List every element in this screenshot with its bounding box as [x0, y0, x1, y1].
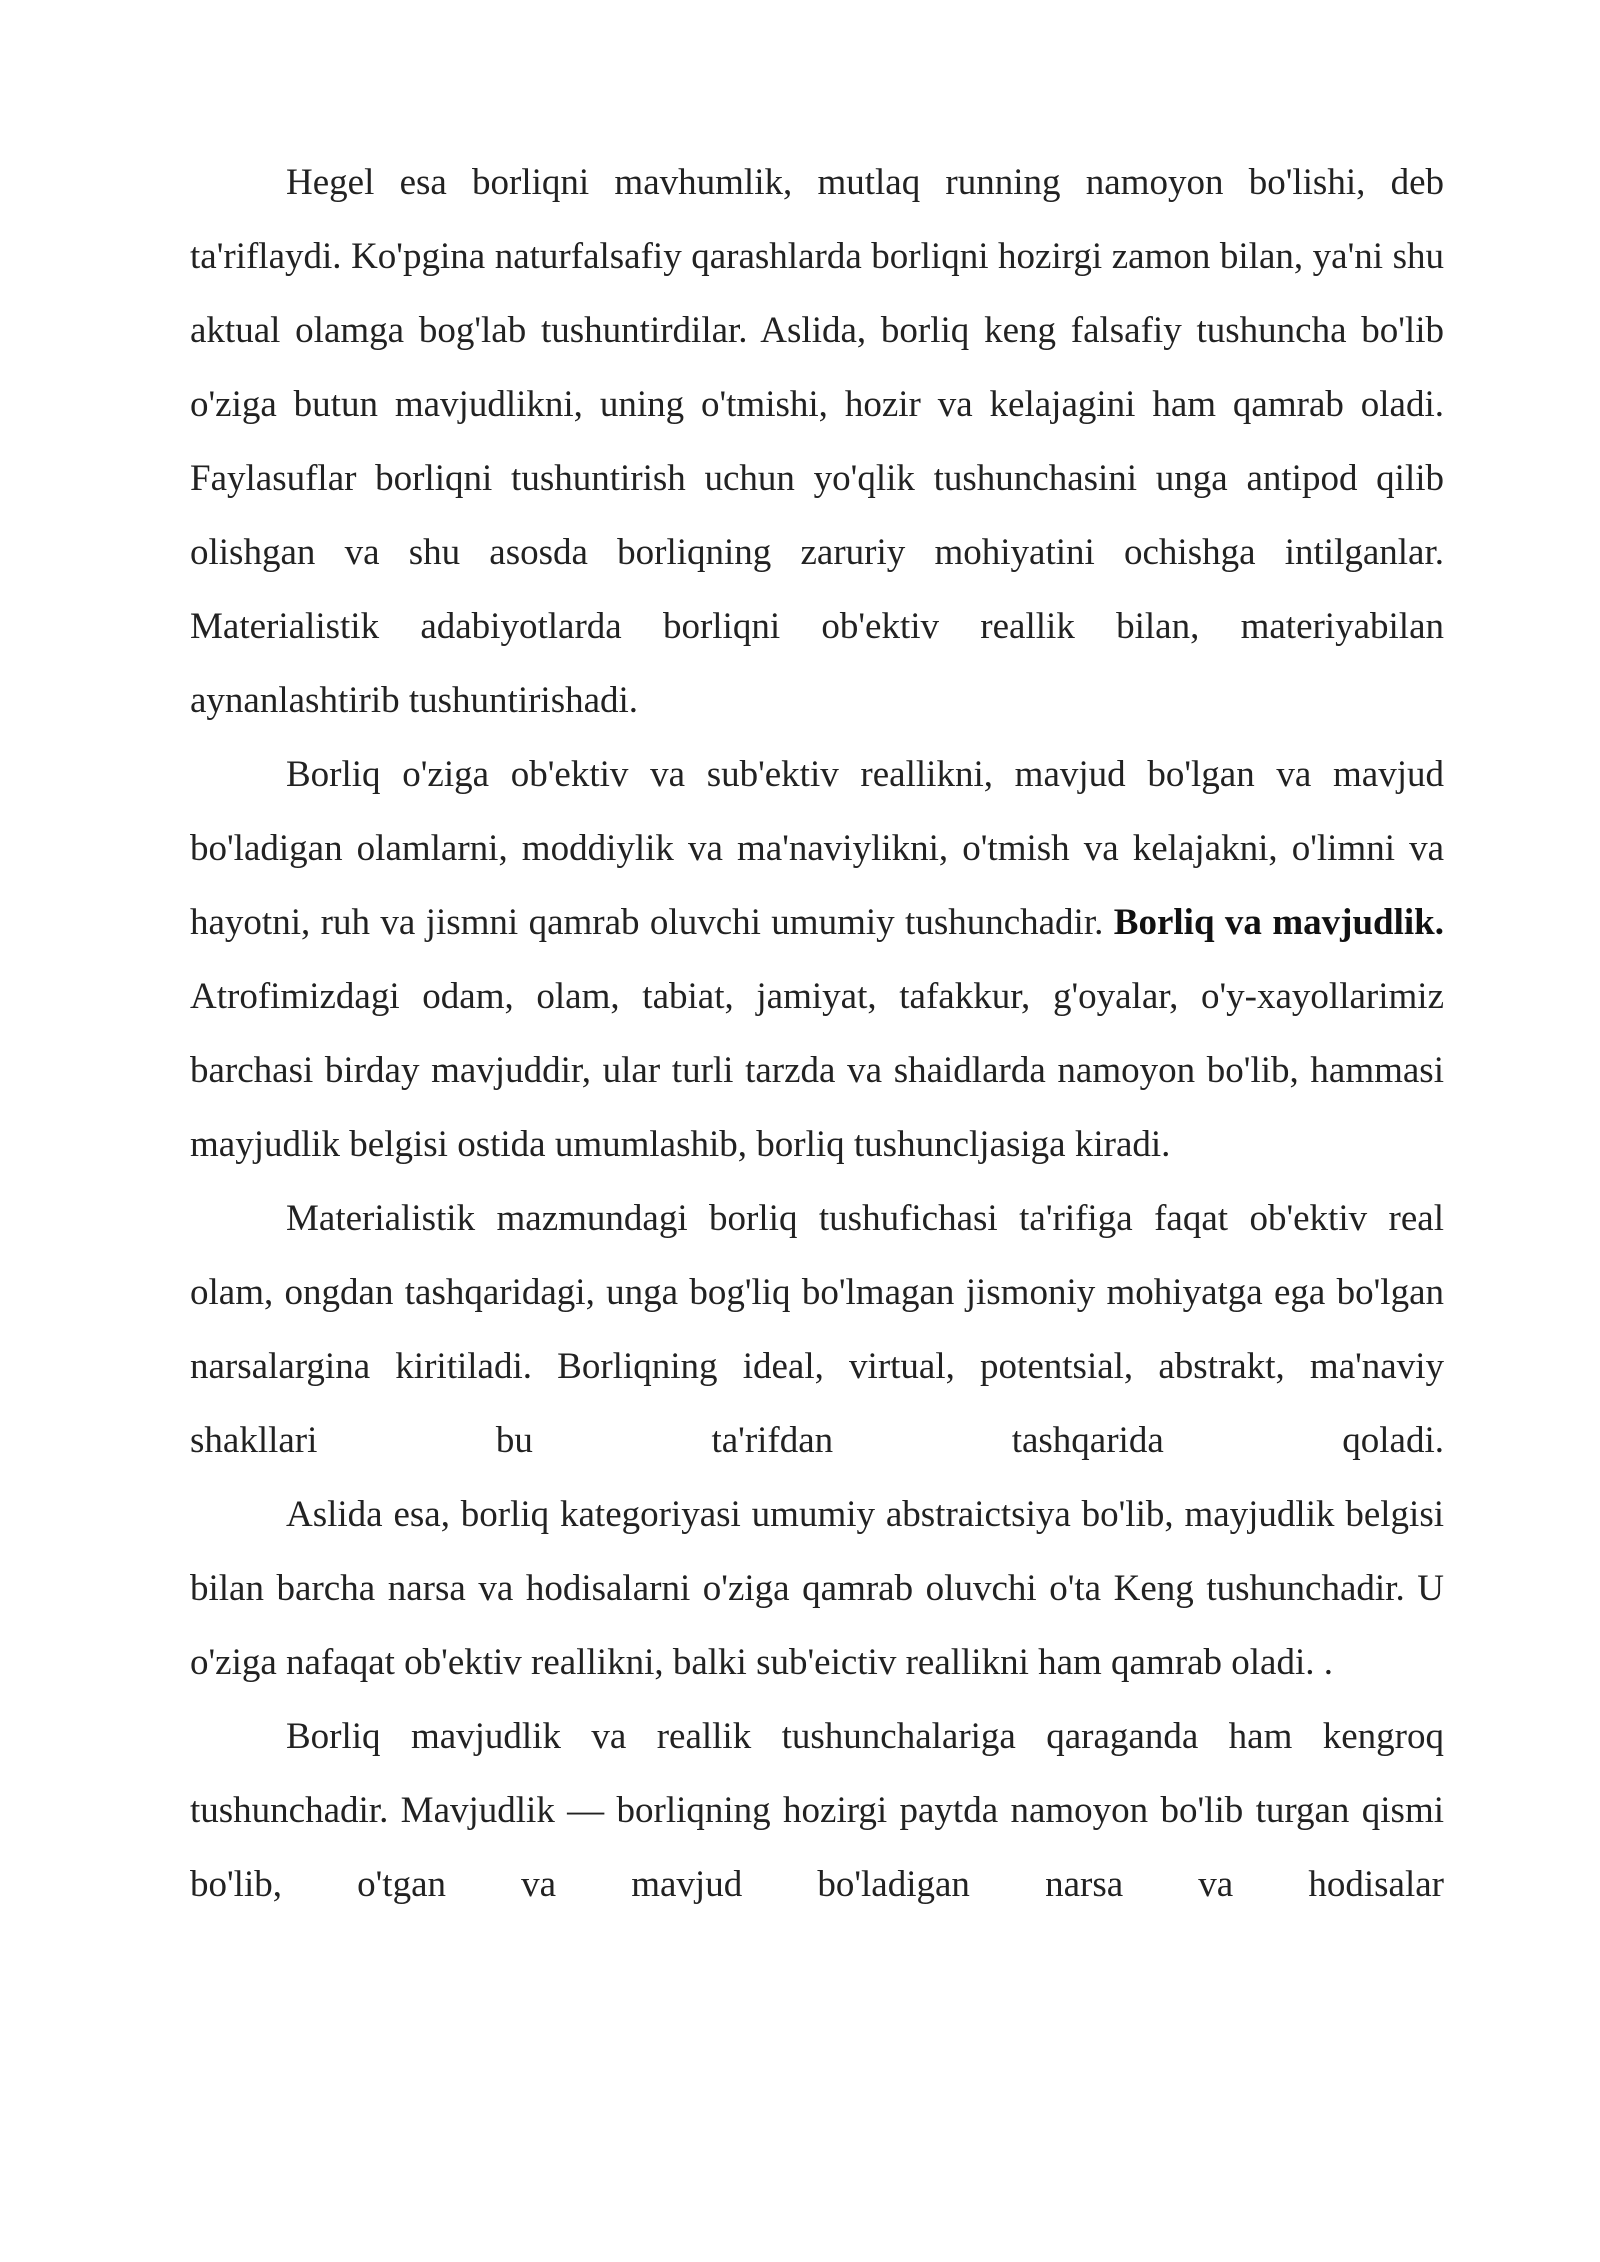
document-body	[190, 146, 1444, 1922]
paragraph-2-text-after: Atrofimizdagi odam, olam, tabiat, jamiyat, tafakkur, g'oyalar, o'y-xayollarimiz barchasi birday mavjuddir, ular turli tarzda va shaidlarda namoyon bo'lib, hammasi mayjudlik belgisi ostida umumlashib, borliq tushuncljasiga kiradi.	[190, 976, 1444, 1165]
paragraph-2-text-before: Borliq o'ziga ob'ektiv va sub'ektiv reallikni, mavjud bo'lgan va mavjud bo'ladigan olamlarni, moddiylik va ma'naviylikni, o'tmish va kelajakni, o'limni va hayotni, ruh va jismni qamrab oluvchi umumiy tushunchadir.	[190, 754, 1444, 943]
paragraph-2	[190, 738, 1444, 1182]
paragraph-3: Materialistik mazmundagi borliq tushufichasi ta'rifiga faqat ob'ektiv real olam, ongdan tashqaridagi, unga bog'liq bo'lmagan jismoniy mohiyatga ega bo'lgan narsalargina kiritiladi. Borliqning ideal, virtual, potentsial, abstrakt, ma'naviy shakllari bu ta'rifdan tashqarida qoladi.	[190, 1198, 1444, 1461]
paragraph-4: Aslida esa, borliq kategoriyasi umumiy abstraictsiya bo'lib, mayjudlik belgisi bilan barcha narsa va hodisalarni o'ziga qamrab oluvchi o'ta Keng tushunchadir. U o'ziga nafaqat ob'ektiv reallikni, balki sub'eictiv reallikni ham qamrab oladi. .	[190, 1494, 1444, 1683]
bold-heading-term: Borliq va mavjudlik.	[1113, 902, 1444, 943]
paragraph-5: Borliq mavjudlik va reallik tushunchalariga qaraganda ham kengroq tushunchadir. Mavjudlik — borliqning hozirgi paytda namoyon bo'lib turgan qismi bo'lib, o'tgan va mavjud bo'ladigan narsa va hodisalar	[190, 1716, 1444, 1905]
paragraph-1: Hegel esa borliqni mavhumlik, mutlaq running namoyon bo'lishi, deb ta'riflaydi. Ko'pgina naturfalsafiy qarashlarda borliqni hozirgi zamon bilan, ya'ni shu aktual olamga bog'lab tushuntirdilar. Aslida, borliq keng falsafiy tushuncha bo'lib o'ziga butun mavjudlikni, uning o'tmishi, hozir va kelajagini ham qamrab oladi. Faylasuflar borliqni tushuntirish uchun yo'qlik tushunchasini unga antipod qilib olishgan va shu asosda borliqning zaruriy mohiyatini ochishga intilganlar. Materialistik adabiyotlarda borliqni ob'ektiv reallik bilan, materiyabilan aynanlashtirib tushuntirishadi.	[190, 162, 1444, 721]
